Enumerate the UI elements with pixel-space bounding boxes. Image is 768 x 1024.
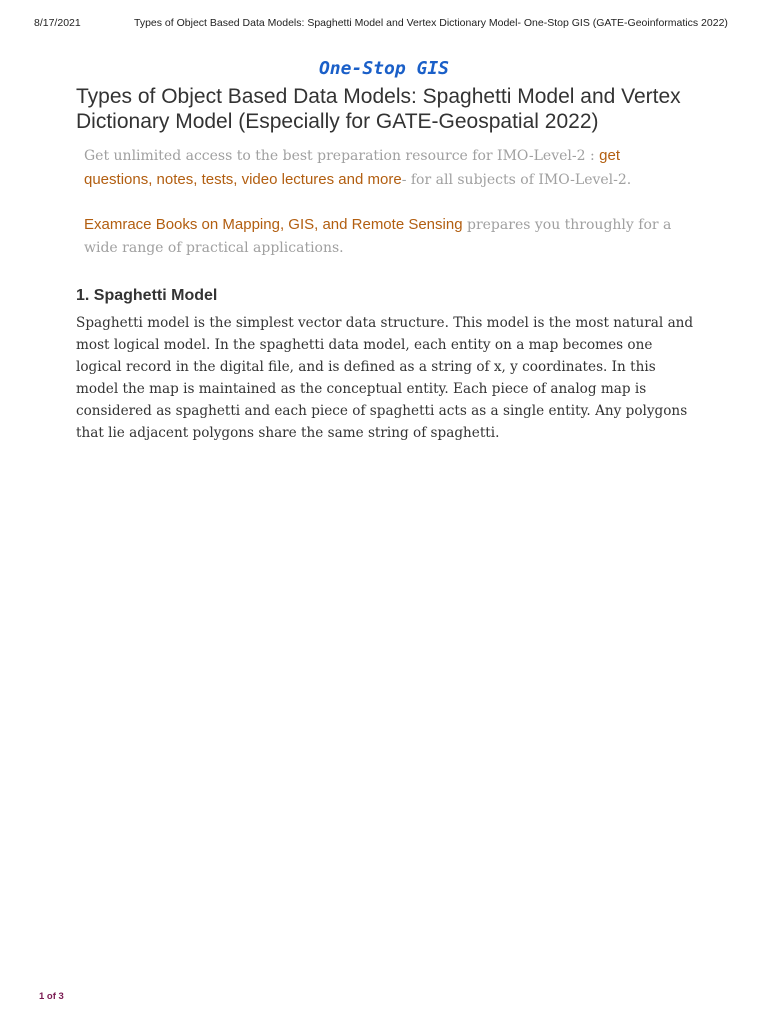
- get-questions-link[interactable]: get questions, notes, tests, video lectures and more: [84, 147, 621, 188]
- promo-books-suffix: prepares you throughly for a wide range of practical applications.: [84, 217, 672, 256]
- section-body-spaghetti: Spaghetti model is the simplest vector data structure. This model is the most natural and most logical model. In the spaghetti data model, each entity on a map becomes one logical record in the digital file, and is defined as a string of x, y coordinates. In this model the map is maintained as the conceptual entity. Each piece of analog map is considered as spaghetti and each piece of spaghetti acts as a single entity. Any polygons that lie adjacent polygons share the same string of spaghetti.: [76, 315, 694, 441]
- promo-access-suffix: - for all subjects of IMO-Level-2.: [401, 172, 632, 188]
- print-date: 8/17/2021: [34, 17, 81, 29]
- promo-access-text: [84, 144, 684, 192]
- site-title[interactable]: One-Stop GIS: [318, 58, 450, 79]
- article-content: [76, 84, 696, 444]
- examrace-books-link[interactable]: Examrace Books on Mapping, GIS, and Remote Sensing: [84, 216, 463, 233]
- promo-books-text: [84, 213, 684, 260]
- article-title: Types of Object Based Data Models: Spaghetti Model and Vertex Dictionary Model (Especially for GATE-Geospatial 2022): [76, 85, 681, 133]
- page-counter: 1 of 3: [39, 991, 64, 1002]
- print-header: [34, 17, 734, 31]
- promo-access-prefix: Get unlimited access to the best preparation resource for IMO-Level-2 :: [84, 148, 600, 164]
- section-heading-spaghetti: 1. Spaghetti Model: [76, 287, 218, 304]
- print-page-title: Types of Object Based Data Models: Spaghetti Model and Vertex Dictionary Model- One-Stop GIS (GATE-Geoinformatics 2022): [134, 17, 728, 29]
- promo-block: [84, 144, 684, 260]
